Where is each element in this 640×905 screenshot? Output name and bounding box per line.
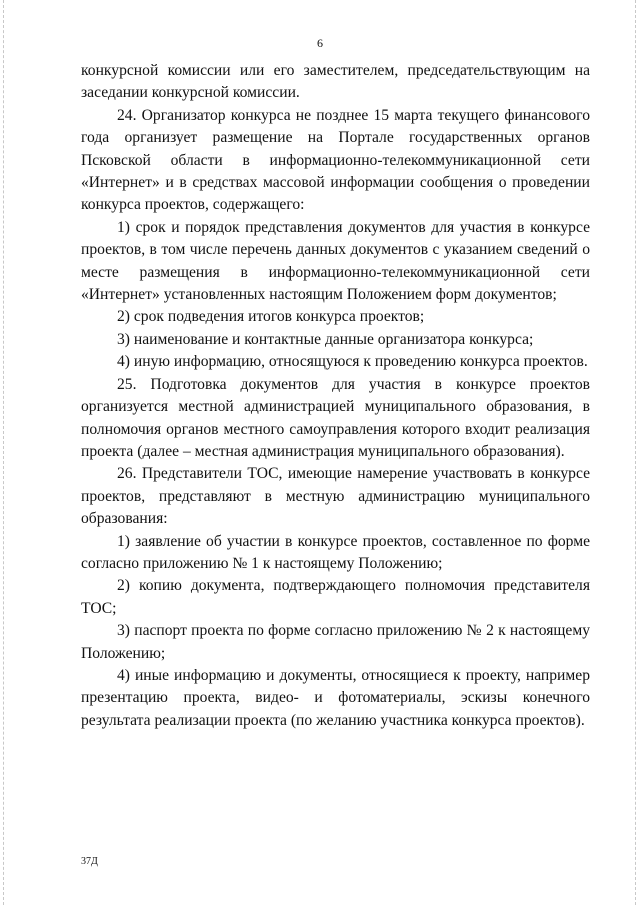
paragraph-item-24-2: 2) срок подведения итогов конкурса проектов; xyxy=(117,308,425,326)
paragraph-continuation: конкурсной комиссии или его заместителем, председательствующим на заседании конкурсной комиссии. xyxy=(81,62,590,102)
paragraph-item-24: 24. Организатор конкурса не позднее 15 марта текущего финансового года организует размещение на Портале государственных органов Псковской области в информационно-телекоммуникационной сети «Интернет» и в средствах массовой информации сообщения о проведении конкурса проектов, содержащего: xyxy=(81,106,590,214)
paragraph-item-26-3: 3) паспорт проекта по форме согласно приложению № 2 к настоящему Положению; xyxy=(81,622,590,662)
document-body xyxy=(81,60,590,732)
paragraph-item-26-2: 2) копию документа, подтверждающего полномочия представителя ТОС; xyxy=(81,577,590,617)
scan-edge-right xyxy=(635,0,637,905)
paragraph-item-26-1: 1) заявление об участии в конкурсе проектов, составленное по форме согласно приложению № 1 к настоящему Положению; xyxy=(81,532,590,572)
paragraph-item-24-1: 1) срок и порядок представления документов для участия в конкурсе проектов, в том числе перечень данных документов с указанием сведений о месте размещения в информационно-телекоммуникационной сети «Интернет» установленных настоящим Положением форм документов; xyxy=(81,218,590,304)
scan-edge-left xyxy=(3,0,5,905)
paragraph-item-26: 26. Представители ТОС, имеющие намерение участвовать в конкурсе проектов, представляют в местную администрацию муниципального образования: xyxy=(81,465,590,528)
paragraph-item-25: 25. Подготовка документов для участия в конкурсе проектов организуется местной администрацией муниципального образования, в полномочия органов местного самоуправления которого входит реализация проекта (далее – местная администрация муниципального образования). xyxy=(81,375,590,460)
paragraph-item-24-3: 3) наименование и контактные данные организатора конкурса; xyxy=(117,330,534,348)
page-number: 6 xyxy=(317,36,323,50)
paragraph-item-26-4: 4) иные информацию и документы, относящиеся к проекту, например презентацию проекта, видео- и фотоматериалы, эскизы конечного результата реализации проекта (по желанию участника конкурса проектов). xyxy=(81,666,590,729)
paragraph-item-24-4: 4) иную информацию, относящуюся к проведению конкурса проектов. xyxy=(117,353,588,371)
footer-code: 37Д xyxy=(81,856,98,867)
